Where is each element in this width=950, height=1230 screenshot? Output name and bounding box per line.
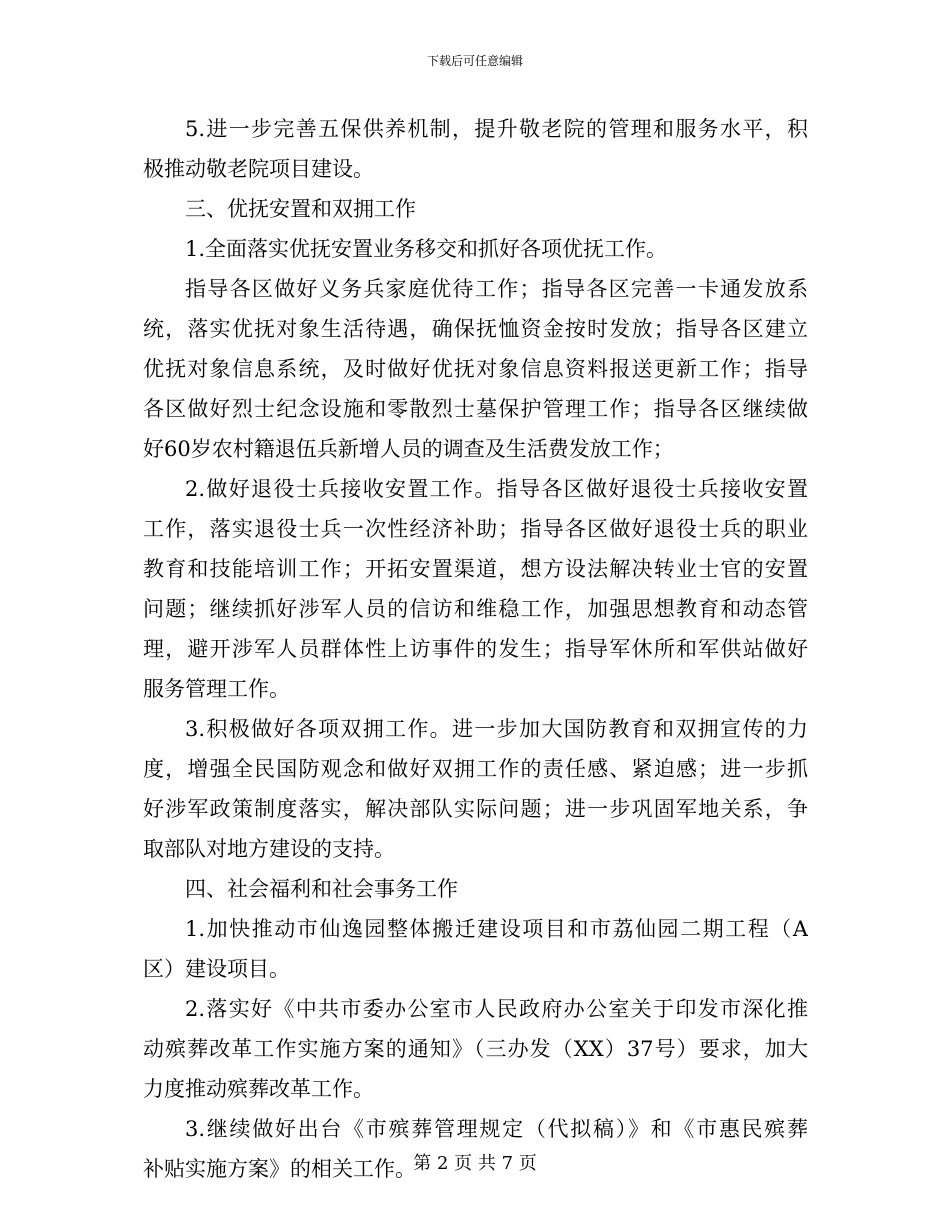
paragraph-line: 度，增强全民国防观念和做好双拥工作的责任感、紧迫感；进一步抓 [143, 757, 808, 781]
paragraph-line: 3.积极做好各项双拥工作。进一步加大国防教育和双拥宣传的力 [185, 717, 808, 741]
document-body [143, 109, 808, 1189]
paragraph-line: 指导各区做好义务兵家庭优待工作；指导各区完善一卡通发放系 [185, 277, 808, 301]
paragraph-line: 动殡葬改革工作实施方案的通知》（三办发（XX）37号）要求，加大 [143, 1037, 808, 1061]
paragraph [143, 989, 808, 1109]
paragraph-line: 各区做好烈士纪念设施和零散烈士墓保护管理工作；指导各区继续做 [143, 397, 808, 421]
paragraph [143, 469, 808, 709]
paragraph-line: 理，避开涉军人员群体性上访事件的发生；指导军休所和军供站做好 [143, 637, 808, 661]
paragraph-line: 力度推动殡葬改革工作。 [143, 1077, 374, 1101]
paragraph-line: 三、优抚安置和双拥工作 [185, 197, 416, 221]
paragraph [143, 189, 808, 229]
paragraph [143, 709, 808, 869]
paragraph-line: 四、社会福利和社会事务工作 [185, 877, 458, 901]
paragraph-line: 好60岁农村籍退伍兵新增人员的调查及生活费发放工作； [143, 437, 674, 461]
paragraph [143, 1109, 808, 1189]
paragraph-line: 工作，落实退役士兵一次性经济补助；指导各区做好退役士兵的职业 [143, 517, 808, 541]
paragraph-line: 2.落实好《中共市委办公室市人民政府办公室关于印发市深化推 [185, 997, 808, 1021]
paragraph-line: 服务管理工作。 [143, 677, 290, 701]
paragraph-line: 5.进一步完善五保供养机制，提升敬老院的管理和服务水平，积 [185, 117, 808, 141]
paragraph-line: 1.加快推动市仙逸园整体搬迁建设项目和市荔仙园二期工程（A [185, 917, 808, 941]
paragraph [143, 229, 808, 269]
paragraph-line: 统，落实优抚对象生活待遇，确保抚恤资金按时发放；指导各区建立 [143, 317, 808, 341]
paragraph-line: 优抚对象信息系统，及时做好优抚对象信息资料报送更新工作；指导 [143, 357, 808, 381]
paragraph-line: 3.继续做好出台《市殡葬管理规定（代拟稿）》和《市惠民殡葬 [185, 1117, 808, 1141]
paragraph-line: 好涉军政策制度落实，解决部队实际问题；进一步巩固军地关系，争 [143, 797, 808, 821]
paragraph-line: 问题；继续抓好涉军人员的信访和维稳工作，加强思想教育和动态管 [143, 597, 808, 621]
paragraph-line: 极推动敬老院项目建设。 [143, 157, 374, 181]
paragraph [143, 269, 808, 469]
paragraph [143, 109, 808, 189]
paragraph [143, 869, 808, 909]
paragraph-line: 补贴实施方案》的相关工作。 [143, 1157, 416, 1181]
paragraph-line: 1.全面落实优抚安置业务移交和抓好各项优抚工作。 [185, 237, 668, 261]
paragraph-line: 取部队对地方建设的支持。 [143, 837, 395, 861]
paragraph-line: 2.做好退役士兵接收安置工作。指导各区做好退役士兵接收安置 [185, 477, 808, 501]
page-footer: 第 2 页 共 7 页 [413, 1153, 537, 1174]
paragraph-line: 教育和技能培训工作；开拓安置渠道，想方设法解决转业士官的安置 [143, 557, 808, 581]
paragraph [143, 909, 808, 989]
page-header: 下载后可任意编辑 [426, 54, 523, 68]
paragraph-line: 区）建设项目。 [143, 957, 290, 981]
